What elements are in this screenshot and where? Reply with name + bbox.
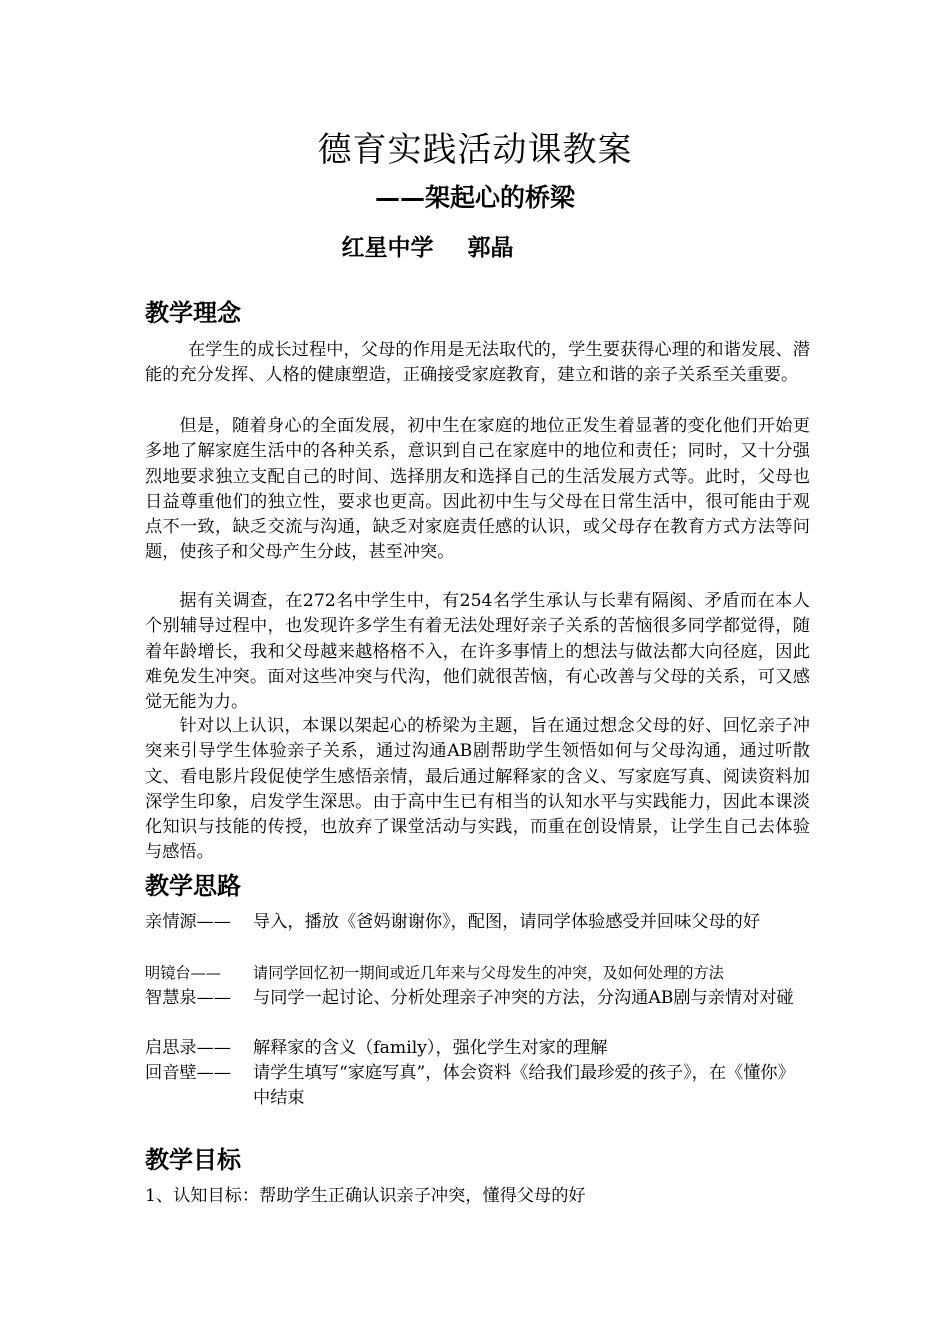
heading-objectives: 教学目标 (145, 1145, 241, 1174)
approach-item-text: 与同学一起讨论、分析处理亲子冲突的方法，分沟通AB剧与亲情对对碰 (253, 988, 794, 1008)
approach-item-key: 亲情源—— (145, 912, 231, 932)
document-subtitle: ——架起心的桥梁 (374, 183, 575, 212)
philosophy-paragraph: 但是，随着身心的全面发展，初中生在家庭的地位正发生着显著的变化他们开始更多地了解家庭生活中的各种关系，意识到自己在家庭中的地位和责任；同时，又十分强烈地要求独立支配自己的时间、选择朋友和选择自己的生活发展方式等。此时，父母也日益尊重他们的独立性，要求也更高。因此初中生与父母在日常生活中，很可能由于观点不一致，缺乏交流与沟通，缺乏对家庭责任感的认识，或父母存在教育方式方法等问题，使孩子和父母产生分歧，甚至冲突。 (145, 416, 810, 563)
heading-approach: 教学思路 (145, 871, 241, 900)
approach-item-text: 导入，播放《爸妈谢谢你》，配图，请同学体验感受并回味父母的好 (253, 912, 761, 932)
approach-item (145, 961, 810, 986)
philosophy-paragraph: 据有关调查，在272名中学生中，有254名学生承认与长辈有隔阂、矛盾而在本人个别辅导过程中，也发现许多学生有着无法处理好亲子关系的苦恼很多同学都觉得，随着年龄增长，我和父母越来越格格不入，在许多事情上的想法与做法都大向径庭，因此难免发生冲突。面对这些冲突与代沟，他们就很苦恼，有心改善与父母的关系，可又感觉无能为力。 (145, 591, 810, 713)
document-title: 德育实践活动课教案 (317, 130, 633, 170)
approach-item-key: 明镜台—— (145, 964, 221, 982)
approach-item-text: 解释家的含义（family），强化学生对家的理解 (253, 1038, 608, 1058)
approach-item-key: 智慧泉—— (145, 988, 231, 1008)
approach-item-key: 回音壁—— (145, 1063, 231, 1083)
approach-item-text: 请学生填写“家庭写真”，体会资料《给我们最珍爱的孩子》，在《懂你》中结束 (253, 1063, 795, 1109)
philosophy-paragraph: 针对以上认识，本课以架起心的桥梁为主题，旨在通过想念父母的好、回忆亲子冲突来引导学生体验亲子关系，通过沟通AB剧帮助学生领悟如何与父母沟通，通过听散文、看电影片段促使学生感悟亲情，最后通过解释家的含义、写家庭写真、阅读资料加深学生印象，启发学生深思。由于高中生已有相当的认知水平与实践能力，因此本课淡化知识与技能的传授，也放弃了课堂活动与实践，而重在创设情景，让学生自己去体验与感悟。 (145, 716, 810, 863)
author-name: 郭晶 (467, 234, 514, 261)
philosophy-paragraph: 在学生的成长过程中，父母的作用是无法取代的，学生要获得心理的和谐发展、潜能的充分发挥、人格的健康塑造，正确接受家庭教育，建立和谐的亲子关系至关重要。 (145, 340, 810, 386)
approach-item (145, 1036, 810, 1061)
approach-item (145, 1061, 810, 1112)
approach-item-text: 请同学回忆初一期间或近几年来与父母发生的冲突，及如何处理的方法 (253, 964, 724, 982)
approach-item (145, 986, 810, 1011)
approach-item-key: 启思录—— (145, 1038, 231, 1058)
author-line (0, 230, 855, 266)
approach-item (145, 910, 810, 935)
objective-item: 1、认知目标：帮助学生正确认识亲子冲突，懂得父母的好 (145, 1186, 586, 1206)
heading-philosophy: 教学理念 (145, 298, 241, 327)
school-name: 红星中学 (341, 234, 434, 261)
